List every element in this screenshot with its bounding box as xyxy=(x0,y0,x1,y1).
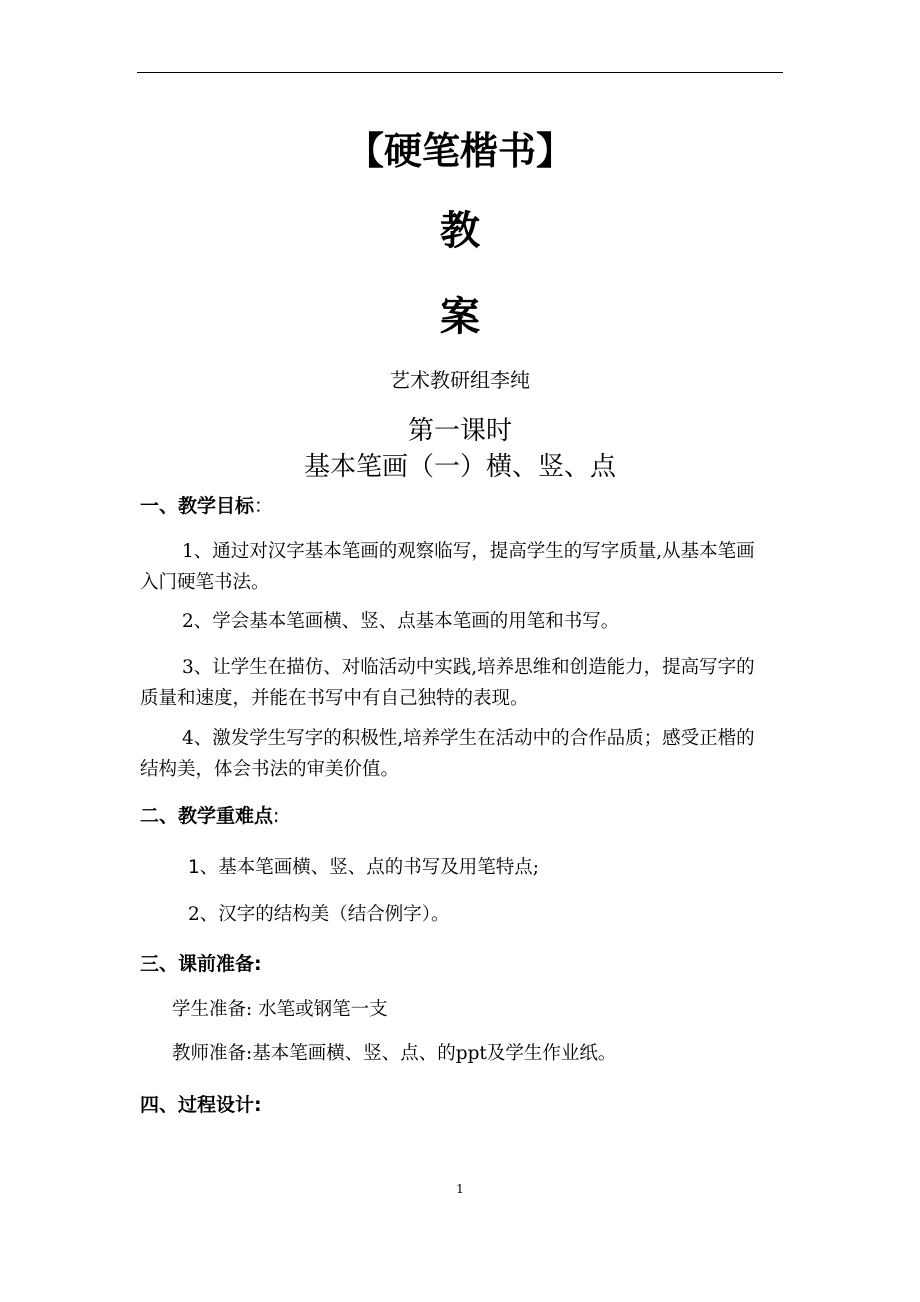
objective-item-2 xyxy=(140,606,770,637)
key-point-item-2: 2、汉字的结构美（结合例字）。 xyxy=(188,904,450,925)
key-point-prefix: 1、基本笔画 xyxy=(188,857,293,878)
page-number: 1 xyxy=(456,1182,464,1196)
section-heading-text: 一、教学目标 xyxy=(140,495,255,517)
objective-item-3 xyxy=(140,652,770,714)
objective-text: 4、激发学生写字的积极性,培养学生在活动中的合作品质；感受正楷的结构美，体会书法的审美价值。 xyxy=(140,728,755,780)
objective-item-1 xyxy=(140,536,770,598)
objective-text: 1、通过对汉字基本笔画的观察临写，提高学生的写字质量,从基本笔画入门硬笔书法。 xyxy=(140,541,755,593)
section-heading-preparation: 三、课前准备: xyxy=(140,953,262,975)
key-point-text: 横、竖、点的书写及用笔特点; xyxy=(292,857,540,878)
student-preparation: 学生准备: 水笔或钢笔一支 xyxy=(172,999,388,1020)
objective-text: 2、学会基本笔画横、竖、点基本笔画的用笔和书写。 xyxy=(182,611,620,632)
section-heading-process: 四、过程设计: xyxy=(140,1094,262,1116)
heading-colon: ： xyxy=(254,495,274,517)
section-heading-key-points xyxy=(140,803,279,829)
title-char-jiao: 教 xyxy=(440,208,480,254)
section-heading-objectives xyxy=(140,493,273,519)
teacher-preparation: 教师准备:基本笔画横、竖、点、的ppt及学生作业纸。 xyxy=(172,1043,617,1064)
header-rule xyxy=(137,72,783,73)
heading-colon: : xyxy=(273,805,280,827)
lesson-subtitle: 基本笔画（一）横、竖、点 xyxy=(303,452,616,482)
key-point-item-1 xyxy=(188,855,539,881)
title-char-an: 案 xyxy=(440,294,480,340)
objective-text: 3、让学生在描仿、对临活动中实践,培养思维和创造能力，提高写字的质量和速度，并能在书写中有自己独特的表现。 xyxy=(140,657,755,709)
section-heading-text: 二、教学重难点 xyxy=(140,805,274,827)
document-title: 【硬笔楷书】 xyxy=(345,129,574,173)
objective-item-4 xyxy=(140,723,770,785)
lesson-number: 第一课时 xyxy=(407,416,512,446)
author-line: 艺术教研组李纯 xyxy=(390,368,530,392)
